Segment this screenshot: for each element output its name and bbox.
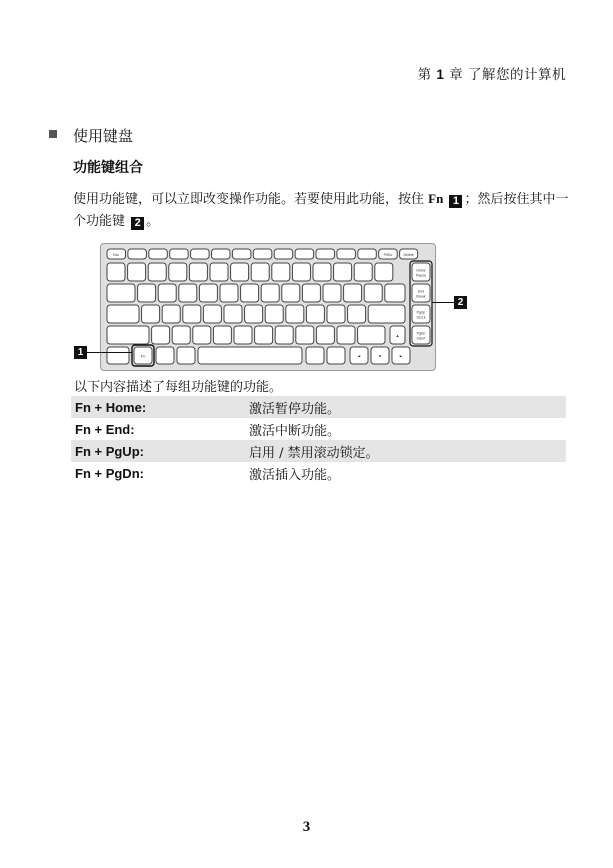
chapter-header bbox=[418, 63, 566, 83]
fkey bbox=[212, 249, 231, 259]
fn-key-cell: Fn + PgDn: bbox=[75, 465, 144, 481]
fkey bbox=[170, 249, 189, 259]
backslash-key bbox=[385, 284, 405, 302]
tab-key bbox=[107, 284, 135, 302]
key bbox=[241, 284, 259, 302]
key bbox=[275, 326, 293, 344]
key bbox=[334, 263, 352, 281]
key bbox=[203, 305, 221, 323]
key bbox=[292, 263, 310, 281]
fn-combination-table bbox=[71, 396, 566, 484]
key bbox=[138, 284, 156, 302]
fkey bbox=[358, 249, 377, 259]
key bbox=[210, 263, 228, 281]
fkey bbox=[379, 249, 398, 259]
key bbox=[364, 284, 382, 302]
key bbox=[148, 263, 166, 281]
fkey bbox=[128, 249, 146, 259]
svg-text:PgDn: PgDn bbox=[416, 331, 426, 336]
caps-key bbox=[107, 305, 139, 323]
callout-1-line bbox=[87, 352, 132, 353]
fkey bbox=[253, 249, 271, 259]
key bbox=[231, 263, 249, 281]
badge-1: 1 bbox=[449, 195, 462, 208]
key bbox=[272, 263, 290, 281]
fkey bbox=[295, 249, 314, 259]
svg-text:▲: ▲ bbox=[395, 333, 400, 338]
key bbox=[245, 305, 263, 323]
key bbox=[199, 284, 217, 302]
svg-text:►: ► bbox=[399, 353, 403, 359]
svg-text:Delete: Delete bbox=[403, 253, 414, 257]
chapter-number: 1 bbox=[436, 67, 445, 82]
svg-text:Esc: Esc bbox=[113, 253, 120, 257]
svg-text:Home: Home bbox=[416, 268, 426, 273]
svg-text:PgUp: PgUp bbox=[416, 310, 426, 315]
up-arrow-key bbox=[390, 326, 405, 344]
key bbox=[306, 305, 324, 323]
svg-text:Break: Break bbox=[416, 294, 426, 299]
key bbox=[179, 284, 197, 302]
win-key bbox=[156, 347, 174, 364]
fn-key bbox=[134, 347, 152, 364]
key bbox=[354, 263, 372, 281]
svg-text:Fn: Fn bbox=[140, 353, 146, 359]
fkey bbox=[316, 249, 335, 259]
svg-text:◄: ◄ bbox=[357, 353, 361, 359]
subsection-title: 功能键组合 bbox=[73, 160, 143, 176]
key bbox=[172, 326, 190, 344]
section-bullet-icon bbox=[49, 130, 57, 138]
right-shift-key bbox=[358, 326, 385, 344]
fkey bbox=[149, 249, 168, 259]
alt-gr-key bbox=[306, 347, 324, 364]
table-row bbox=[71, 440, 566, 462]
svg-text:End: End bbox=[417, 289, 425, 294]
svg-text:ScrLk: ScrLk bbox=[416, 315, 426, 320]
fn-key-cell: Fn + PgUp: bbox=[71, 440, 245, 462]
key bbox=[162, 305, 180, 323]
key bbox=[193, 326, 211, 344]
key bbox=[234, 326, 252, 344]
ctrl-right-key bbox=[327, 347, 345, 364]
key bbox=[316, 326, 334, 344]
badge-2: 2 bbox=[131, 217, 144, 230]
page-number: 3 bbox=[302, 819, 311, 835]
callout-1: 1 bbox=[74, 346, 87, 359]
svg-text:PrtSc: PrtSc bbox=[383, 253, 393, 257]
key bbox=[183, 305, 201, 323]
table-row bbox=[71, 462, 566, 484]
fn-label: Fn bbox=[428, 191, 444, 206]
paragraph-part3: 。 bbox=[146, 214, 160, 229]
fn-key-cell: Fn + End: bbox=[75, 421, 135, 437]
key bbox=[261, 284, 279, 302]
side-key-end bbox=[412, 284, 430, 302]
key bbox=[296, 326, 314, 344]
key bbox=[255, 326, 273, 344]
key bbox=[107, 263, 125, 281]
paragraph-part2: ；然后按住其中一个功能键 bbox=[73, 192, 569, 229]
fkey bbox=[232, 249, 251, 259]
key bbox=[327, 305, 345, 323]
left-arrow-key bbox=[350, 347, 368, 364]
body-paragraph bbox=[73, 188, 569, 233]
key bbox=[313, 263, 331, 281]
key bbox=[286, 305, 304, 323]
key bbox=[128, 263, 146, 281]
key bbox=[152, 326, 170, 344]
key bbox=[189, 263, 207, 281]
table-intro: 以下内容描述了每组功能键的功能。 bbox=[74, 380, 283, 395]
key bbox=[251, 263, 269, 281]
fn-desc-cell: 激活插入功能。 bbox=[249, 467, 341, 483]
svg-text:▼: ▼ bbox=[378, 353, 382, 359]
fn-key-cell: Fn + Home: bbox=[71, 396, 245, 418]
down-arrow-key bbox=[371, 347, 389, 364]
key bbox=[348, 305, 366, 323]
key bbox=[265, 305, 283, 323]
fn-desc-cell: 激活中断功能。 bbox=[249, 423, 341, 439]
key bbox=[337, 326, 355, 344]
right-arrow-key bbox=[392, 347, 410, 364]
paragraph-part1: 使用功能键，可以立即改变操作功能。若要使用此功能，按住 bbox=[73, 192, 425, 207]
key bbox=[142, 305, 160, 323]
svg-text:Insert: Insert bbox=[416, 336, 426, 341]
keyboard-illustration bbox=[101, 244, 435, 370]
svg-text:Pause: Pause bbox=[416, 273, 426, 278]
ctrl-key bbox=[107, 347, 129, 364]
key bbox=[169, 263, 187, 281]
side-key-pgdn bbox=[412, 326, 430, 344]
table-row bbox=[71, 418, 566, 440]
key bbox=[213, 326, 231, 344]
chapter-title: 章 了解您的计算机 bbox=[449, 67, 566, 83]
key bbox=[344, 284, 362, 302]
key bbox=[158, 284, 176, 302]
fkey bbox=[191, 249, 210, 259]
fkey bbox=[107, 249, 126, 259]
table-row bbox=[71, 396, 566, 418]
callout-2-line bbox=[432, 302, 454, 303]
side-key-pgup bbox=[412, 305, 430, 323]
callout-2: 2 bbox=[454, 296, 467, 309]
key bbox=[220, 284, 238, 302]
fkey bbox=[337, 249, 356, 259]
fkey bbox=[400, 249, 418, 259]
key bbox=[323, 284, 341, 302]
keyboard-figure bbox=[100, 243, 436, 371]
alt-key bbox=[177, 347, 195, 364]
shift-key bbox=[107, 326, 149, 344]
section-title: 使用键盘 bbox=[73, 127, 134, 145]
fn-desc-cell: 启用 / 禁用滚动锁定。 bbox=[245, 440, 566, 462]
key bbox=[375, 263, 393, 281]
chapter-prefix: 第 bbox=[417, 67, 432, 83]
key bbox=[224, 305, 242, 323]
fkey bbox=[274, 249, 293, 259]
space-key bbox=[198, 347, 302, 364]
key bbox=[282, 284, 300, 302]
enter-key bbox=[368, 305, 405, 323]
key bbox=[302, 284, 320, 302]
fn-desc-cell: 激活暂停功能。 bbox=[245, 396, 566, 418]
side-key-home bbox=[412, 263, 430, 281]
